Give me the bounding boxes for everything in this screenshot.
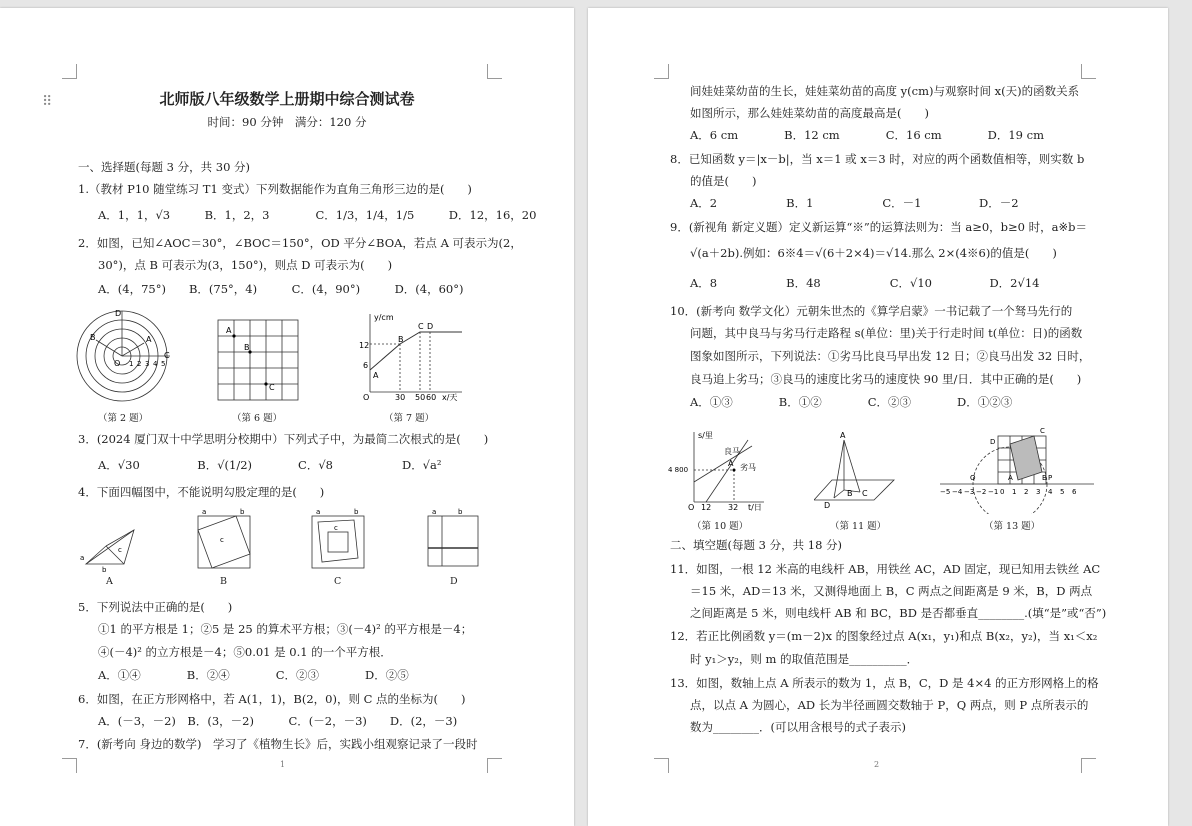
figure-q4-b bbox=[190, 508, 260, 576]
label: 3 bbox=[1036, 488, 1041, 496]
question-line: 之间距离是 5 米，则电线杆 AB 和 BC，BD 是否都垂直________.(填“是”或“否”) bbox=[690, 606, 1107, 620]
label: A bbox=[728, 459, 734, 468]
label: Q bbox=[970, 474, 976, 482]
question-line: 5．下列说法中正确的是( ) bbox=[78, 600, 233, 614]
figure-q4-d bbox=[418, 508, 488, 576]
crop-mark bbox=[62, 64, 77, 79]
answer-options: A．√30 B．√(1/2) C．√8 D．√a² bbox=[98, 458, 442, 472]
figure-caption: （第 11 题） bbox=[830, 521, 887, 532]
question-line: 8．已知函数 y＝|x－b|，当 x＝1 或 x＝3 时，对应的两个函数值相等，则实数 b bbox=[670, 152, 1085, 166]
label: C bbox=[164, 351, 170, 360]
question-line: 3．(2024 厦门双十中学思明分校期中）下列式子中，为最简二次根式的是( ) bbox=[78, 432, 489, 446]
label: D bbox=[990, 438, 996, 446]
page-number: 1 bbox=[280, 760, 286, 769]
figure-q11-pole bbox=[814, 430, 898, 514]
label: C bbox=[269, 383, 275, 392]
question-line: ＝15 米，AD＝13 米，又测得地面上 B，C 两点之间距离是 9 米，B，D 两点 bbox=[690, 584, 1093, 598]
answer-options: A．1，1，√3 B．1，2，3 C．1/3，1/4，1/5 D．12，16，20 bbox=[98, 208, 537, 222]
question-line: 2．如图，已知∠AOC＝30°，∠BOC＝150°，OD 平分∠BOA，若点 A 可表示为(2， bbox=[78, 236, 522, 250]
label: b bbox=[102, 566, 107, 574]
label: 50 bbox=[415, 393, 426, 402]
figure-q10-travel-graph bbox=[668, 426, 768, 514]
document-subtitle: 时间：90 分钟 满分：120 分 bbox=[207, 115, 367, 129]
label: 32 bbox=[728, 503, 739, 512]
label: 3 bbox=[145, 360, 150, 368]
label: O bbox=[363, 393, 370, 402]
page-number: 2 bbox=[874, 760, 880, 769]
label: D bbox=[824, 501, 831, 510]
label: a bbox=[80, 554, 85, 562]
question-line: 30°)，点 B 可表示为(3，150°)，则点 D 可表示为( ) bbox=[98, 258, 393, 272]
label: 12 bbox=[701, 503, 712, 512]
question-line: 图象如图所示，下列说法：①劣马比良马早出发 12 日；②良马出发 32 日时， bbox=[690, 349, 1091, 363]
answer-options: A．(－3，－2) B．(3，－2) C．(－2，－3) D．(2，－3) bbox=[98, 714, 458, 728]
label: C bbox=[1040, 427, 1045, 435]
label: 劣马 bbox=[740, 463, 756, 472]
label: c bbox=[220, 536, 224, 544]
figure-caption: A bbox=[106, 576, 113, 587]
label: 12 bbox=[359, 341, 370, 350]
label: B bbox=[398, 335, 404, 344]
section-heading: 一、选择题(每题 3 分，共 30 分) bbox=[78, 160, 251, 174]
label: B bbox=[1042, 474, 1047, 482]
label: 6 bbox=[363, 361, 369, 370]
label: B bbox=[90, 333, 96, 342]
figure-q13-number-line bbox=[938, 422, 1098, 514]
label: −1 bbox=[988, 488, 999, 496]
label: 6 bbox=[1072, 488, 1077, 496]
crop-mark bbox=[654, 758, 669, 773]
label: −3 bbox=[964, 488, 975, 496]
label: b bbox=[240, 508, 245, 516]
question-line: 数为________．(可以用含根号的式子表示) bbox=[690, 720, 906, 734]
figure-caption: （第 2 题） bbox=[98, 413, 149, 424]
figure-caption: C bbox=[334, 576, 342, 587]
question-line: √(a＋2b).例如：6※4＝√(6＋2×4)＝√14.那么 2×(4※6)的值是( ) bbox=[690, 246, 1057, 260]
question-line: ①1 的平方根是 1；②5 是 25 的算术平方根；③(－4)² 的平方根是－4； bbox=[98, 622, 473, 636]
label: 60 bbox=[426, 393, 437, 402]
question-line: 点，以点 A 为圆心，AD 长为半径画圆交数轴于 P，Q 两点，则 P 点所表示的 bbox=[690, 698, 1089, 712]
label: a bbox=[202, 508, 207, 516]
question-line: 4．下面四幅图中，不能说明勾股定理的是( ) bbox=[78, 485, 325, 499]
label: A bbox=[840, 431, 846, 440]
label: D bbox=[115, 309, 122, 318]
question-line: 问题，其中良马与劣马行走路程 s(单位：里)关于行走时间 t(单位：日)的函数 bbox=[690, 326, 1083, 340]
label: 4 bbox=[153, 360, 158, 368]
label: 良马 bbox=[724, 447, 740, 456]
label: a bbox=[316, 508, 321, 516]
label: C bbox=[862, 489, 868, 498]
document-page-1 bbox=[0, 8, 574, 826]
label: D bbox=[427, 322, 434, 331]
label: 1 bbox=[1012, 488, 1017, 496]
figure-q7-line-graph bbox=[358, 308, 468, 406]
question-line: 良马追上劣马；③良马的速度比劣马的速度快 90 里/日．其中正确的是( ) bbox=[690, 372, 1082, 386]
label: 0 bbox=[1000, 488, 1005, 496]
label: 4 bbox=[1048, 488, 1053, 496]
crop-mark bbox=[654, 64, 669, 79]
label: 4 800 bbox=[668, 466, 689, 474]
figure-q4-a bbox=[78, 508, 148, 576]
question-line: 1.（教材 P10 随堂练习 T1 变式）下列数据能作为直角三角形三边的是( ) bbox=[78, 182, 472, 196]
label: −4 bbox=[952, 488, 963, 496]
question-line: 如图所示，那么娃娃菜幼苗的高度最高是( ) bbox=[690, 106, 929, 120]
question-line: 的值是( ) bbox=[690, 174, 757, 188]
question-line: 9．(新视角 新定义题）定义新运算“※”的运算法则为：当 a≥0，b≥0 时，a※b＝ bbox=[670, 220, 1088, 234]
figure-caption: （第 10 题） bbox=[692, 521, 749, 532]
question-line: 10．(新考向 数学文化）元朝朱世杰的《算学启蒙》一书记载了一个驽马先行的 bbox=[670, 304, 1073, 318]
label: b bbox=[458, 508, 463, 516]
crop-mark bbox=[487, 758, 502, 773]
label: P bbox=[1048, 474, 1053, 482]
label: 5 bbox=[1060, 488, 1065, 496]
figure-caption: （第 7 题） bbox=[384, 413, 435, 424]
label: O bbox=[688, 503, 695, 512]
document-title: 北师版八年级数学上册期中综合测试卷 bbox=[159, 90, 415, 108]
answer-options: A．(4，75°) B．(75°，4) C．(4，90°) D．(4，60°) bbox=[98, 282, 464, 296]
label: B bbox=[847, 489, 853, 498]
label: s/里 bbox=[698, 431, 713, 440]
drag-handle-icon[interactable]: ⠿ bbox=[42, 94, 53, 110]
label: B bbox=[244, 343, 250, 352]
crop-mark bbox=[1081, 64, 1096, 79]
label: A bbox=[373, 371, 379, 380]
label: 5 bbox=[161, 360, 166, 368]
question-line: 间娃娃菜幼苗的生长，娃娃菜幼苗的高度 y(cm)与观察时间 x(天)的函数关系 bbox=[690, 84, 1080, 98]
label: A bbox=[1008, 474, 1013, 482]
label: A bbox=[226, 326, 232, 335]
label: 30 bbox=[395, 393, 406, 402]
label: b bbox=[354, 508, 359, 516]
label: a bbox=[432, 508, 437, 516]
figure-caption: （第 13 题） bbox=[984, 521, 1041, 532]
crop-mark bbox=[487, 64, 502, 79]
document-page-2 bbox=[588, 8, 1168, 826]
label: O bbox=[114, 359, 121, 368]
question-line: 13．如图，数轴上点 A 所表示的数为 1，点 B，C，D 是 4×4 的正方形网格上的格 bbox=[670, 676, 1099, 690]
figure-caption: D bbox=[450, 576, 458, 587]
figure-q2-polar bbox=[74, 306, 174, 406]
answer-options: A．①③ B．①② C．②③ D．①②③ bbox=[690, 395, 1013, 409]
label: 1 bbox=[129, 360, 134, 368]
crop-mark bbox=[62, 758, 77, 773]
section-heading: 二、填空题(每题 3 分，共 18 分) bbox=[670, 538, 843, 552]
question-line: 7．(新考向 身边的数学) 学习了《植物生长》后，实践小组观察记录了一段时 bbox=[78, 737, 478, 751]
label: −5 bbox=[940, 488, 951, 496]
crop-mark bbox=[1081, 758, 1096, 773]
question-line: 12．若正比例函数 y＝(m－2)x 的图象经过点 A(x₁，y₁)和点 B(x₂，y₂)，当 x₁＜x₂ bbox=[670, 629, 1098, 643]
label: 2 bbox=[1024, 488, 1029, 496]
label: C bbox=[418, 322, 424, 331]
label: c bbox=[334, 524, 338, 532]
question-line: ④(－4)² 的立方根是－4；⑤0.01 是 0.1 的一个平方根． bbox=[98, 645, 392, 659]
label: 2 bbox=[137, 360, 142, 368]
label: t/日 bbox=[748, 503, 762, 512]
figure-q6-grid bbox=[214, 316, 304, 406]
label: c bbox=[118, 546, 122, 554]
answer-options: A．①④ B．②④ C．②③ D．②⑤ bbox=[98, 668, 409, 682]
figure-caption: （第 6 题） bbox=[232, 413, 283, 424]
figure-q4-c bbox=[304, 508, 374, 576]
label: y/cm bbox=[374, 313, 394, 322]
question-line: 时 y₁＞y₂，则 m 的取值范围是__________． bbox=[690, 652, 919, 666]
label: x/天 bbox=[442, 393, 458, 402]
answer-options: A．6 cm B．12 cm C．16 cm D．19 cm bbox=[690, 128, 1044, 142]
question-line: 11．如图，一根 12 米高的电线杆 AB，用铁丝 AC，AD 固定，现已知用去铁丝 AC bbox=[670, 562, 1101, 576]
figure-caption: B bbox=[220, 576, 227, 587]
question-line: 6．如图，在正方形网格中，若 A(1，1)，B(2，0)，则 C 点的坐标为( ) bbox=[78, 692, 466, 706]
label: −2 bbox=[976, 488, 987, 496]
answer-options: A．2 B．1 C．－1 D．－2 bbox=[690, 196, 1019, 210]
label: A bbox=[146, 335, 152, 344]
answer-options: A．8 B．48 C．√10 D．2√14 bbox=[690, 276, 1040, 290]
